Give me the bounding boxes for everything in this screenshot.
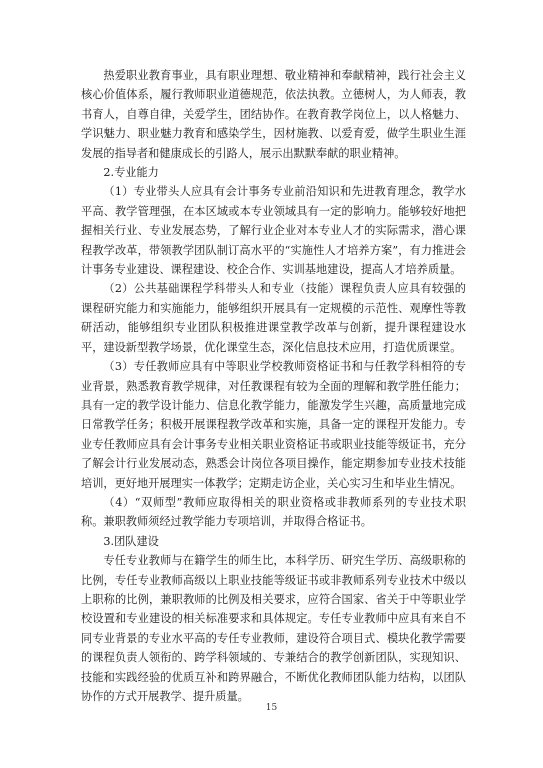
paragraph-dual-qualified-teachers: （4）“双师型”教师应取得相关的职业资格或非教师系列的专业技术职称。兼职教师须经过教学能力专项培训，并取得合格证书。 (81, 495, 466, 529)
section-heading-team-building: 3.团队建设 (103, 534, 159, 548)
section-heading-professional-ability: 2.专业能力 (103, 166, 159, 180)
document-body (81, 66, 466, 706)
paragraph-course-leader: （2）公共基础课程学科带头人和专业（技能）课程负责人应具有较强的课程研究能力和实施能力，能够组织开展具有一定规模的示范性、观摩性等教研活动，能够组织专业团队积极推进课堂教学改革与创新，提升课程建设水平，建设新型教学场景，优化课堂生态，深化信息技术应用，打造优质课堂。 (81, 282, 466, 354)
paragraph-team-building: 专任专业教师与在籍学生的师生比，本科学历、研究生学历、高级职称的比例，专任专业教师高级以上职业技能等级证书或非教师系列专业技术中级以上职称的比例，兼职教师的比例及相关要求，应符合国家、省关于中等职业学校设置和专业建设的相关标准要求和具体规定。专任专业教师中应具有来自不同专业背景的专业水平高的专任专业教师，建设符合项目式、模块化教学需要的课程负责人领衔的、跨学科领域的、专兼结合的教学创新团队，实现知识、技能和实践经验的优质互补和跨界融合，不断优化教师团队能力结构，以团队协作的方式开展教学、提升质量。 (81, 554, 466, 703)
page-number: 15 (265, 703, 278, 713)
paragraph-fulltime-teachers: （3）专任教师应具有中等职业学校教师资格证书和与任教学科相符的专业背景，熟悉教育教学规律，对任教课程有较为全面的理解和教学胜任能力；具有一定的教学设计能力、信息化教学能力，能激发学生兴趣，高质量地完成日常教学任务；积极开展课程教学改革和实施，具备一定的课程开发能力。专业专任教师应具有会计事务专业相关职业资格证书或职业技能等级证书，充分了解会计行业发展动态，熟悉会计岗位各项目操作，能定期参加专业技术技能培训，更好地开展理实一体教学；定期走访企业，关心实习生和毕业生情况。 (81, 360, 466, 490)
paragraph-discipline-leader: （1）专业带头人应具有会计事务专业前沿知识和先进教育理念，教学水平高、教学管理强，在本区域或本专业领域具有一定的影响力。能够较好地把握相关行业、专业发展态势，了解行业企业对本专业人才的实际需求，潜心课程教学改革，带领教学团队制订高水平的“实施性人才培养方案”，有力推进会计事务专业建设、课程建设、校企合作、实训基地建设，提高人才培养质量。 (81, 185, 466, 277)
paragraph-professional-ethics: 热爱职业教育事业，具有职业理想、敬业精神和奉献精神，践行社会主义核心价值体系，履行教师职业道德规范，依法执教。立德树人，为人师表，教书育人，自尊自律，关爱学生，团结协作。在教育教学岗位上，以人格魅力、学识魅力、职业魅力教育和感染学生，因材施教、以爱育爱，做学生职业生涯发展的指导者和健康成长的引路人，展示出默默奉献的职业精神。 (81, 69, 466, 160)
